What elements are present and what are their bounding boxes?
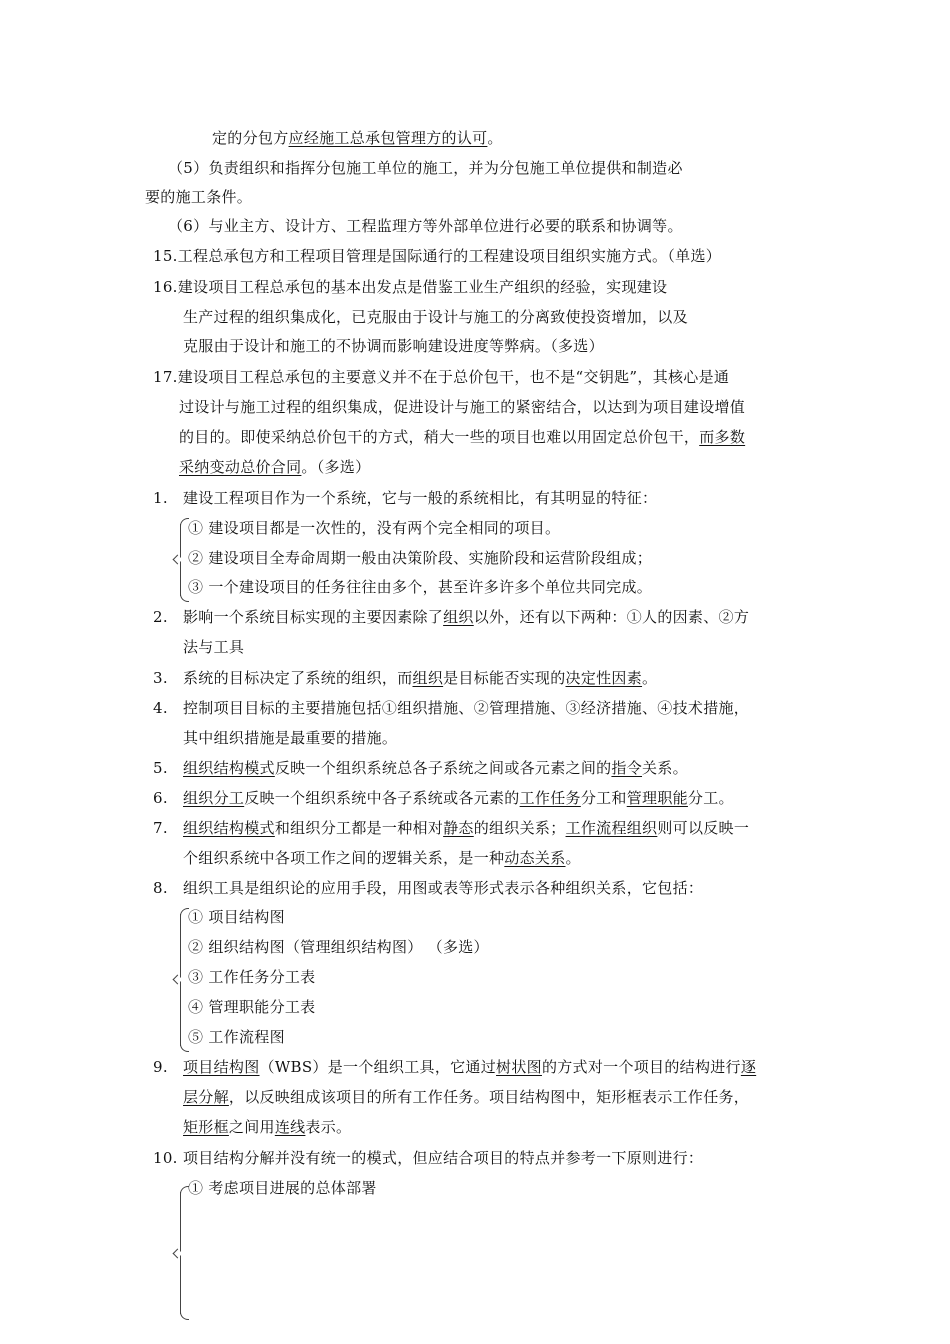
item-16-line: 克服由于设计和施工的不协调而影响建设进度等弊病。（多选） [183, 337, 604, 355]
text-line: 个组织系统中各项工作之间的逻辑关系，是一种动态关系。 [183, 849, 581, 867]
item-17-line: 17.建设项目工程总承包的主要意义并不在于总价包干，也不是“交钥匙”，其核心是通 [153, 368, 730, 386]
item-7: 7. 组织结构模式和组织分工都是一种相对静态的组织关系；工作流程组织则可以反映一 [153, 819, 750, 837]
item-16-line: 生产过程的组织集成化，已克服由于设计与施工的分离致使投资增加，以及 [183, 308, 688, 326]
text-line: （5）负责组织和指挥分包施工单位的施工，并为分包施工单位提供和制造必 [168, 159, 683, 177]
list-item: ③ 一个建设项目的任务往往由多个，甚至许多许多个单位共同完成。 [188, 578, 653, 596]
item-6: 6. 组织分工反映一个组织系统中各子系统或各元素的工作任务分工和管理职能分工。 [153, 789, 734, 807]
item-17-line: 采纳变动总价合同。（多选） [179, 458, 371, 476]
list-item: ⑤ 工作流程图 [188, 1028, 285, 1046]
text-line: 要的施工条件。 [145, 188, 253, 206]
list-item: ① 建设项目都是一次性的，没有两个完全相同的项目。 [188, 519, 561, 537]
item-5: 5. 组织结构模式反映一个组织系统总各子系统之间或各元素之间的指令关系。 [153, 759, 688, 777]
list-item: ④ 管理职能分工表 [188, 998, 316, 1016]
item-1: 1. 建设工程项目作为一个系统，它与一般的系统相比，有其明显的特征： [153, 489, 658, 507]
item-10: 10. 项目结构分解并没有统一的模式，但应结合项目的特点并参考一下原则进行： [153, 1149, 704, 1167]
text-line: 法与工具 [183, 638, 245, 656]
text-line: 层分解，以反映组成该项目的所有工作任务。项目结构图中，矩形框表示工作任务， [183, 1088, 750, 1106]
item-3: 3. 系统的目标决定了系统的组织，而组织是目标能否实现的决定性因素。 [153, 669, 658, 687]
item-16-line: 16.建设项目工程总承包的基本出发点是借鉴工业生产组织的经验，实现建设 [153, 278, 668, 296]
item-9: 9. 项目结构图（WBS）是一个组织工具，它通过树状图的方式对一个项目的结构进行逐 [153, 1058, 757, 1076]
item-17-line: 过设计与施工过程的组织集成，促进设计与施工的紧密结合，以达到为项目建设增值 [179, 398, 746, 416]
text-line: 定的分包方应经施工总承包管理方的认可。 [212, 129, 503, 147]
text-line: 其中组织措施是最重要的措施。 [183, 729, 398, 747]
list-item: ② 建设项目全寿命周期一般由决策阶段、实施阶段和运营阶段组成； [188, 549, 653, 567]
text-line: 矩形框之间用连线表示。 [183, 1118, 352, 1136]
item-17-line: 的目的。即使采纳总价包干的方式，稍大一些的项目也难以用固定总价包干，而多数 [179, 428, 746, 446]
item-8: 8. 组织工具是组织论的应用手段，用图或表等形式表示各种组织关系，它包括： [153, 879, 704, 897]
list-item: ① 项目结构图 [188, 908, 285, 926]
list-item: ① 考虑项目进展的总体部署 [188, 1179, 377, 1197]
list-item: ③ 工作任务分工表 [188, 968, 316, 986]
text-line: （6）与业主方、设计方、工程监理方等外部单位进行必要的联系和协调等。 [168, 217, 683, 235]
brace-icon [180, 1192, 191, 1314]
item-2: 2. 影响一个系统目标实现的主要因素除了组织以外，还有以下两种：①人的因素、②方 [153, 608, 750, 626]
item-15: 15.工程总承包方和工程项目管理是国际通行的工程建设项目组织实施方式。（单选） [153, 247, 722, 265]
list-item: ② 组织结构图（管理组织结构图） （多选） [188, 938, 489, 956]
item-4: 4. 控制项目目标的主要措施包括①组织措施、②管理措施、③经济措施、④技术措施， [153, 699, 750, 717]
